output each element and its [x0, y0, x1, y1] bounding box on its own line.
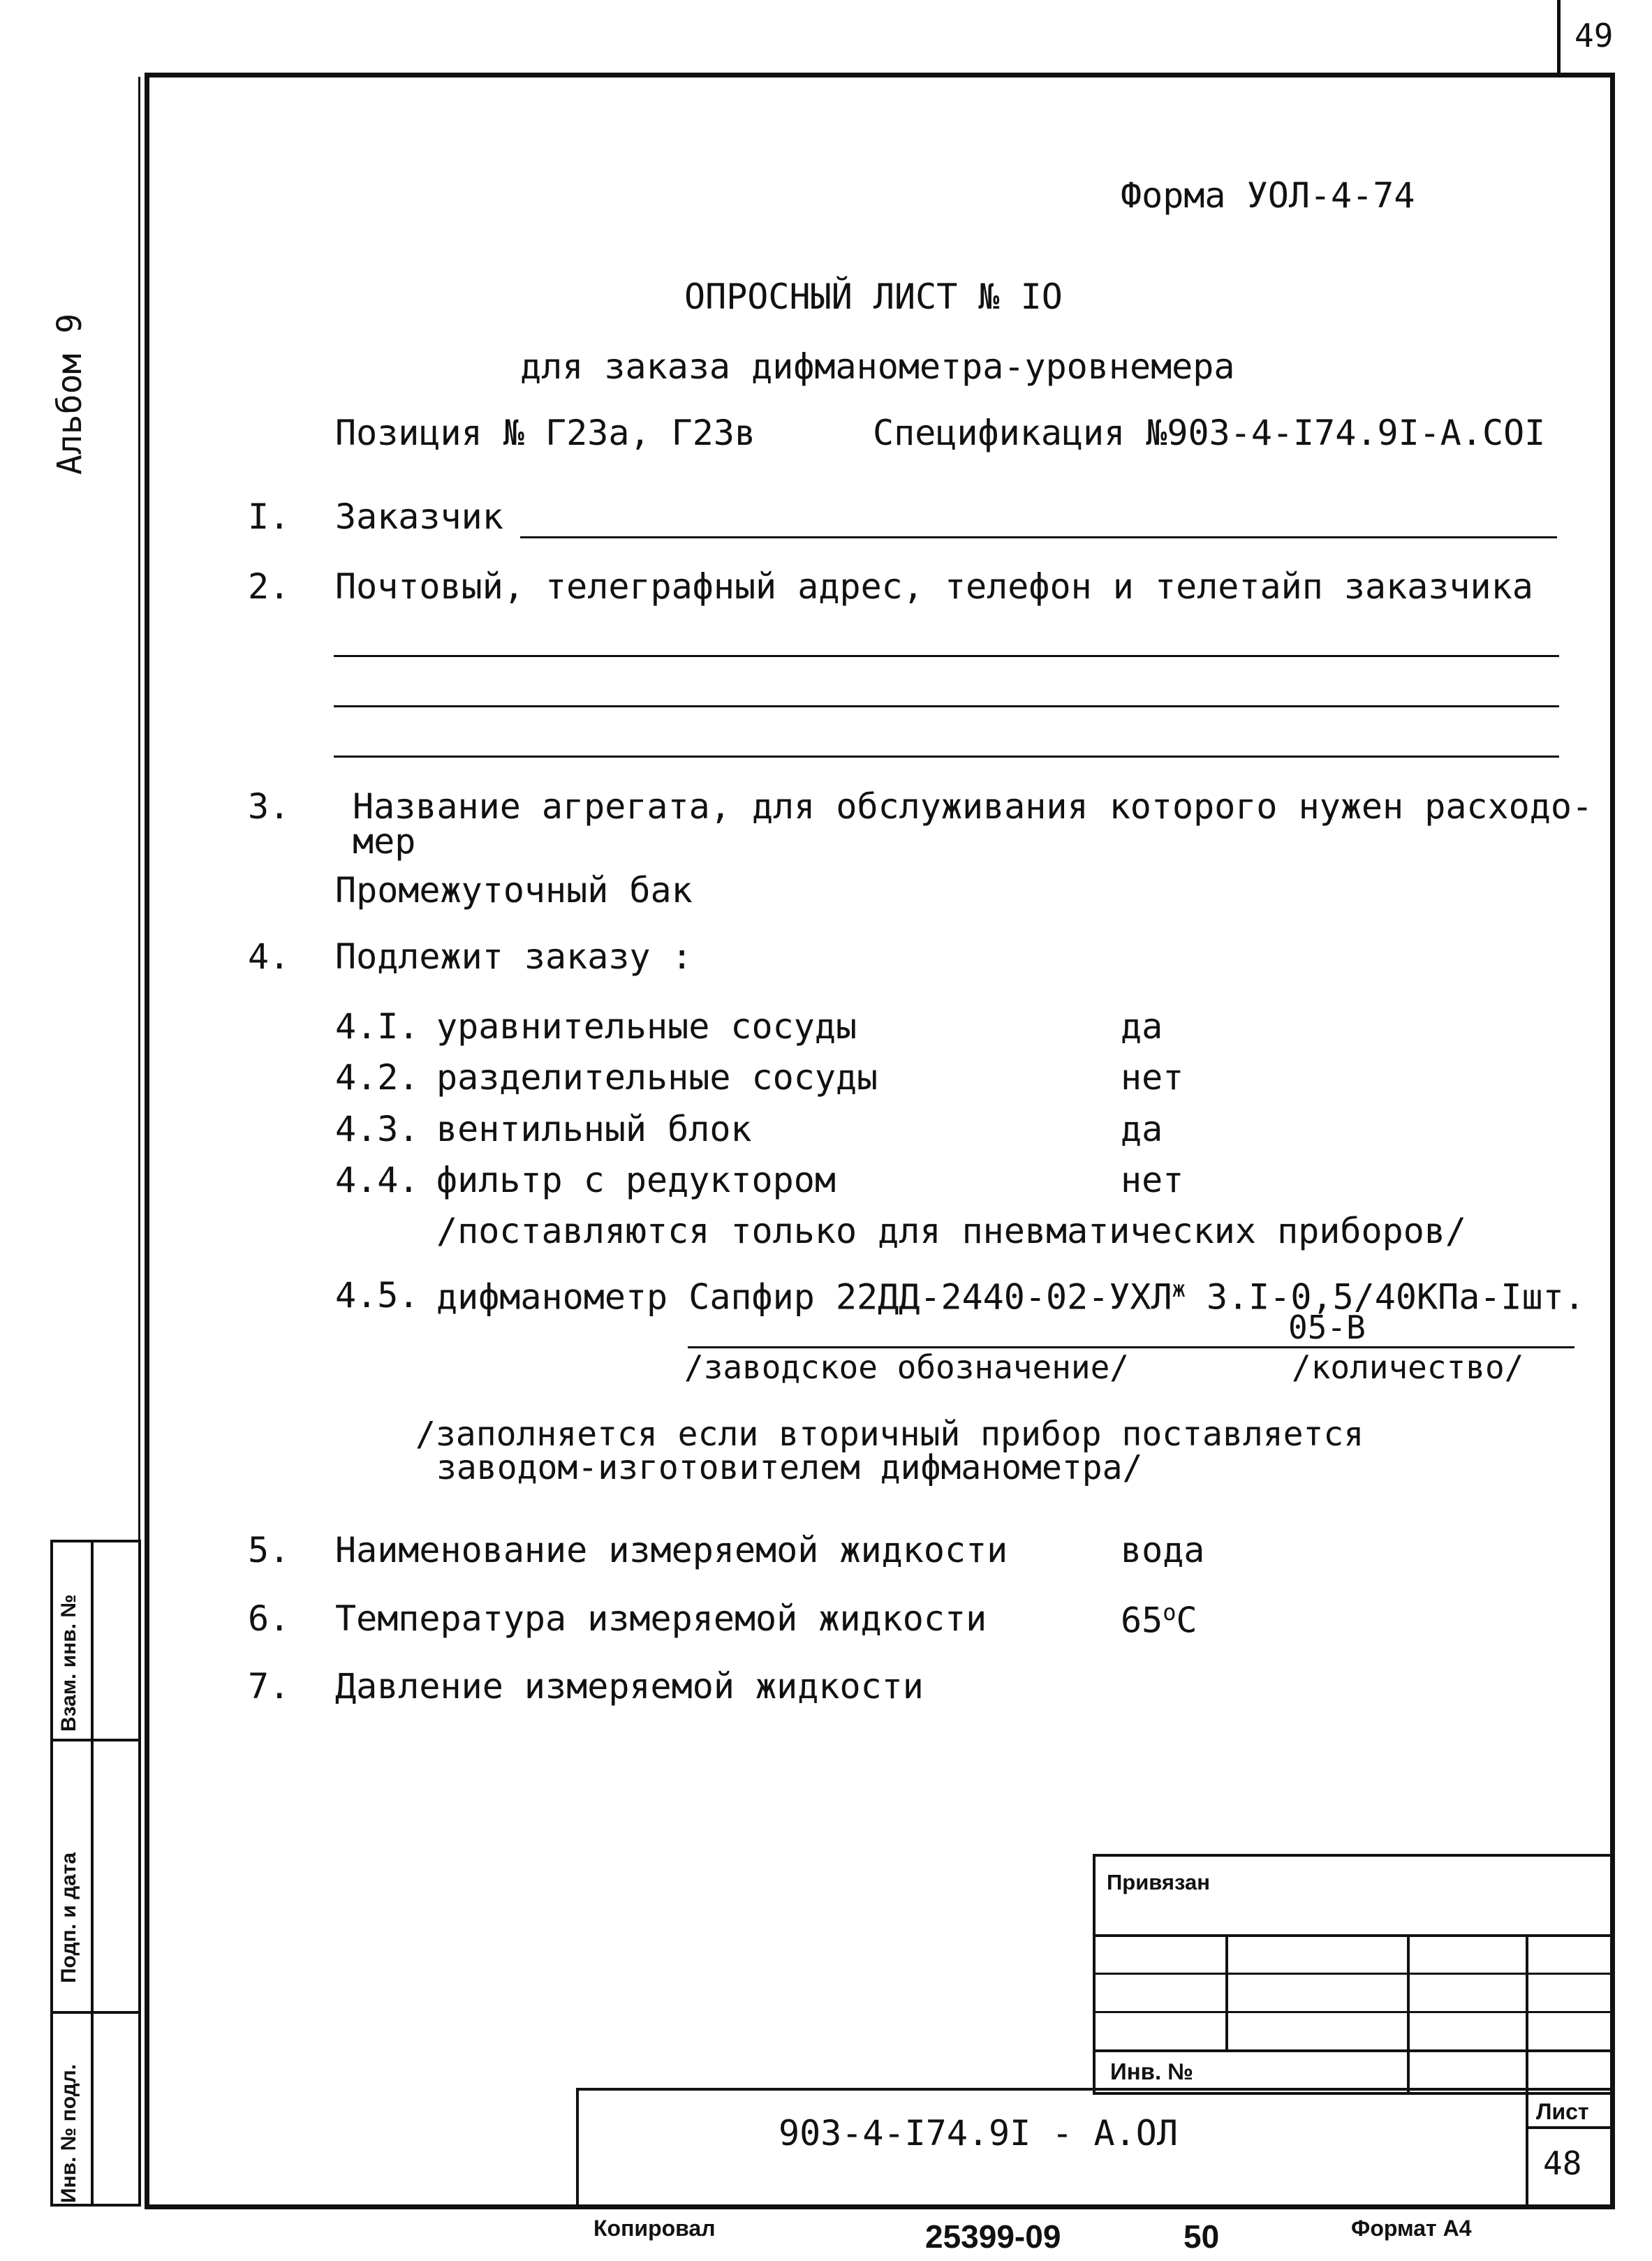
item-1-number: I. — [248, 496, 290, 537]
item-3-answer: Промежуточный бак — [335, 870, 693, 911]
tb-col-2 — [1407, 1934, 1410, 2095]
item-4-label: Подлежит заказу : — [335, 936, 693, 977]
temperature-unit: С — [1176, 1600, 1197, 1641]
sheet-number: 48 — [1543, 2144, 1582, 2182]
specification-line: Спецификация №903-4-I74.9I-А.СОI — [873, 413, 1546, 453]
item-2-label: Почтовый, телеграфный адрес, телефон и телетайп заказчика — [335, 566, 1533, 607]
left-stamp-row-2 — [50, 2011, 141, 2014]
document-title: ОПРОСНЫЙ ЛИСТ № IO — [684, 277, 1063, 317]
subitem-4-2-value: нет — [1121, 1057, 1184, 1098]
item-7-number: 7. — [248, 1666, 290, 1707]
tb-row-1 — [1093, 1934, 1615, 1937]
temperature-number: 65 — [1121, 1600, 1163, 1641]
subitem-4-3-number: 4.3. — [335, 1109, 420, 1149]
subitem-4-4-number: 4.4. — [335, 1160, 420, 1200]
fill-note-line-2: заводом-изготовителем дифманометра/ — [436, 1448, 1143, 1487]
customer-fill-line — [520, 536, 1557, 538]
item-5-number: 5. — [248, 1530, 290, 1570]
sheet-row-divider — [1526, 2126, 1615, 2129]
subitem-4-1-number: 4.I. — [335, 1006, 420, 1047]
item-5-label: Наименование измеряемой жидкости — [335, 1530, 1008, 1570]
subitem-4-5-label: дифманометр Сапфир 22ДД-2440-02-УХЛ — [436, 1276, 1172, 1318]
subitem-4-1-value: да — [1121, 1006, 1163, 1047]
subitem-4-5-line — [436, 1276, 1585, 1318]
document-subtitle: для заказа дифманометра-уровнемера — [520, 346, 1235, 387]
address-fill-line-3 — [334, 756, 1559, 758]
subitem-4-2-number: 4.2. — [335, 1057, 420, 1098]
left-stamp-divider — [91, 1540, 94, 2207]
item-6-label: Температура измеряемой жидкости — [335, 1598, 987, 1639]
tb-row-3 — [1093, 2011, 1615, 2013]
address-fill-line-2 — [334, 705, 1559, 707]
privyazan-label: Привязан — [1107, 1870, 1210, 1894]
pneumatic-note: /поставляются только для пневматических приборов/ — [436, 1211, 1467, 1251]
item-2-number: 2. — [248, 566, 290, 607]
corner-box-left-line — [1557, 0, 1561, 77]
subitem-4-5-below: 05-В — [1288, 1309, 1366, 1346]
inv-no-label: Инв. № — [1110, 2059, 1194, 2084]
sheet-label: Лист — [1536, 2099, 1589, 2124]
inv-podl-label: Инв. № подл. — [57, 2063, 80, 2203]
tb-col-1 — [1225, 1934, 1228, 2049]
fill-note-line-1: /заполняется если вторичный прибор поставляется — [415, 1415, 1364, 1454]
item-6-number: 6. — [248, 1598, 290, 1639]
degree-sign: o — [1163, 1599, 1177, 1626]
footer-number-2: 50 — [1183, 2218, 1220, 2255]
item-3-number: 3. — [248, 786, 290, 827]
item-6-value — [1121, 1599, 1197, 1641]
album-label: Альбом 9 — [50, 313, 89, 475]
subitem-4-4-value: нет — [1121, 1160, 1184, 1200]
page-corner-number: 49 — [1574, 17, 1614, 54]
subitem-4-3-value: да — [1121, 1109, 1163, 1149]
subitem-4-5-tail: 3.I-0,5/40КПа-Iшт. — [1185, 1276, 1585, 1318]
address-fill-line-1 — [334, 655, 1559, 657]
footer-number: 25399-09 — [925, 2218, 1061, 2255]
tb-row-4 — [1093, 2049, 1615, 2052]
item-4-number: 4. — [248, 936, 290, 977]
subitem-4-2-label: разделительные сосуды — [436, 1057, 878, 1098]
position-line: Позиция № Г23а, Г23в — [335, 413, 756, 453]
item-1-label: Заказчик — [335, 496, 503, 537]
item-5-value: вода — [1121, 1530, 1205, 1570]
left-stamp-row-1 — [50, 1739, 141, 1741]
subitem-4-4-label: фильтр с редуктором — [436, 1160, 836, 1200]
subitem-4-5-number: 4.5. — [335, 1275, 420, 1316]
subitem-4-1-label: уравнительные сосуды — [436, 1006, 857, 1047]
podp-data-label: Подп. и дата — [57, 1852, 80, 1983]
tb-col-3 — [1526, 1934, 1528, 2095]
item-3-label-line-1: Название агрегата, для обслуживания которого нужен расходо- — [353, 786, 1593, 827]
document-code: 903-4-I74.9I - А.ОЛ — [779, 2113, 1178, 2153]
tb-row-2 — [1093, 1973, 1615, 1975]
climate-star: ж — [1172, 1276, 1186, 1302]
subitem-4-3-label: вентильный блок — [436, 1109, 752, 1149]
vzam-inv-label: Взам. инв. № — [57, 1594, 80, 1732]
label-designation: /заводское обозначение/ — [684, 1348, 1129, 1386]
label-quantity: /количество/ — [1292, 1348, 1524, 1386]
copied-label: Копировал — [593, 2216, 716, 2241]
sheet-col-divider — [1526, 2088, 1528, 2208]
format-label: Формат А4 — [1351, 2216, 1472, 2241]
item-7-label: Давление измеряемой жидкости — [335, 1666, 924, 1707]
form-reference: Форма УОЛ-4-74 — [1121, 175, 1415, 216]
item-3-label-line-2: мер — [353, 821, 416, 862]
